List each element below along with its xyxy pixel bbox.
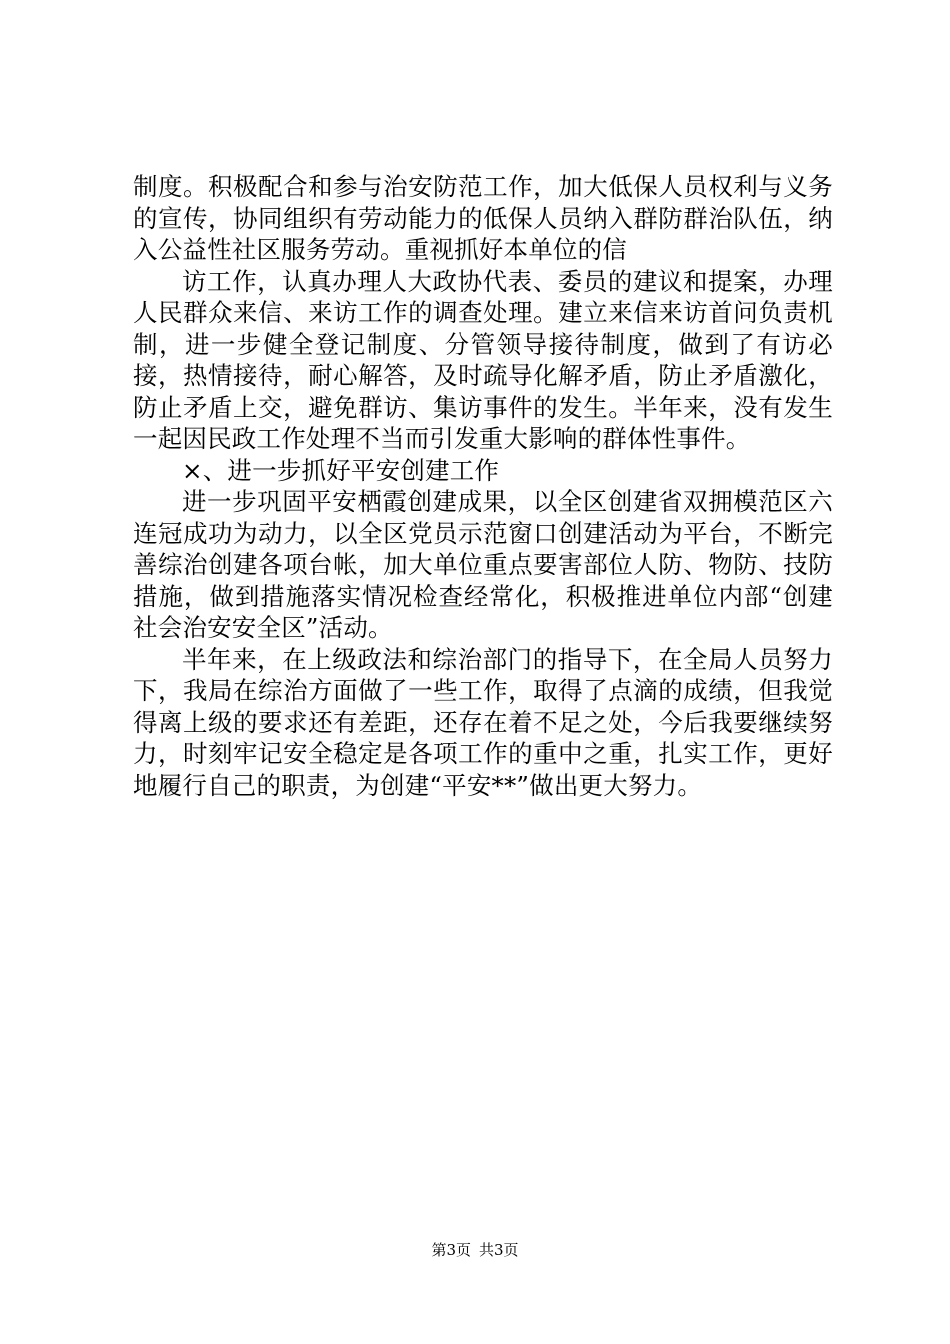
paragraph-2: 访工作，认真办理人大政协代表、委员的建议和提案，办理人民群众来信、来访工作的调查处理。建立来信来访首问负责机制，进一步健全登记制度、分管领导接待制度，做到了有访必接，热情接待，耐心解答，及时疏导化解矛盾，防止矛盾激化，防止矛盾上交，避免群访、集访事件的发生。半年来，没有发生一起因民政工作处理不当而引发重大影响的群体性事件。 [133, 266, 833, 453]
paragraph-1: 制度。积极配合和参与治安防范工作，加大低保人员权利与义务的宣传，协同组织有劳动能力的低保人员纳入群防群治队伍，纳入公益性社区服务劳动。重视抓好本单位的信 [133, 172, 833, 264]
document-body [133, 171, 833, 801]
section-heading: ×、进一步抓好平安创建工作 [182, 455, 500, 485]
page-footer [0, 1240, 950, 1260]
page-total: 共3页 [479, 1241, 519, 1259]
paragraph-3: 进一步巩固平安栖霞创建成果，以全区创建省双拥模范区六连冠成功为动力，以全区党员示范窗口创建活动为平台，不断完善综治创建各项台帐，加大单位重点要害部位人防、物防、技防措施，做到措施落实情况检查经常化，积极推进单位内部“创建社会治安安全区”活动。 [133, 487, 833, 642]
paragraph-4: 半年来，在上级政法和综治部门的指导下，在全局人员努力下，我局在综治方面做了一些工作，取得了点滴的成绩，但我觉得离上级的要求还有差距，还存在着不足之处，今后我要继续努力，时刻牢记安全稳定是各项工作的重中之重，扎实工作，更好地履行自己的职责，为创建“平安**”做出更大努力。 [133, 644, 833, 800]
page-number: 第3页 [431, 1241, 471, 1259]
